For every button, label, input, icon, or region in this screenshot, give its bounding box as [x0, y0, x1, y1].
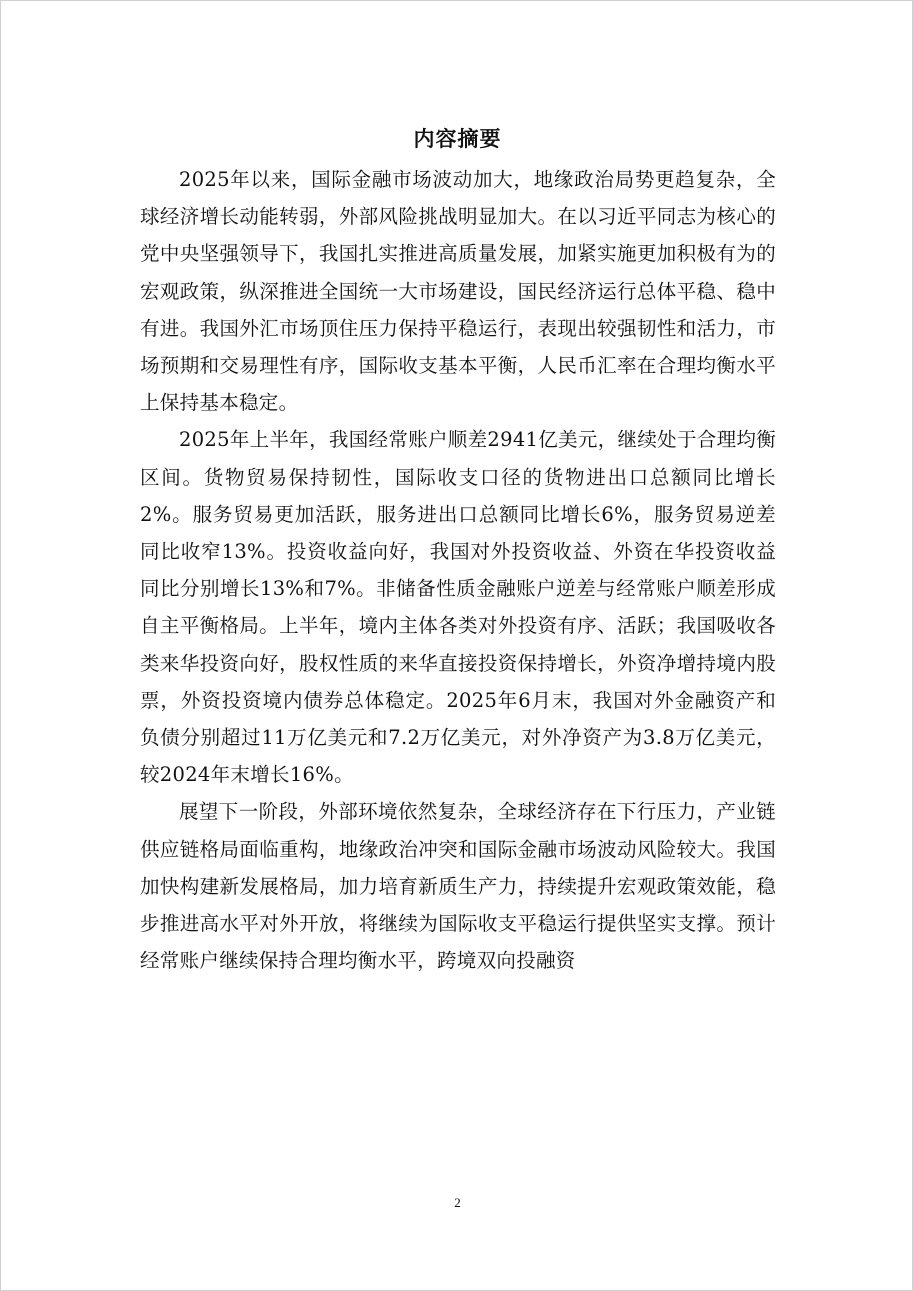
summary-body	[140, 161, 776, 979]
paragraph-first-half-2025: 2025年上半年，我国经常账户顺差2941亿美元，继续处于合理均衡区间。货物贸易保持韧性，国际收支口径的货物进出口总额同比增长2%。服务贸易更加活跃，服务进出口总额同比增长6%，服务贸易逆差同比收窄13%。投资收益向好，我国对外投资收益、外资在华投资收益同比分别增长13%和7%。非储备性质金融账户逆差与经常账户顺差形成自主平衡格局。上半年，境内主体各类对外投资有序、活跃；我国吸收各类来华投资向好，股权性质的来华直接投资保持增长，外资净增持境内股票，外资投资境内债券总体稳定。2025年6月末，我国对外金融资产和负债分别超过11万亿美元和7.2万亿美元，对外净资产为3.8万亿美元，较2024年末增长16%。	[140, 428, 776, 787]
paragraph-outlook: 展望下一阶段，外部环境依然复杂，全球经济存在下行压力，产业链供应链格局面临重构，地缘政治冲突和国际金融市场波动风险较大。我国加快构建新发展格局，加力培育新质生产力，持续提升宏观政策效能，稳步推进高水平对外开放，将继续为国际收支平稳运行提供坚实支撑。预计经常账户继续保持合理均衡水平，跨境双向投融资	[140, 800, 776, 973]
paragraph-overview: 2025年以来，国际金融市场波动加大，地缘政治局势更趋复杂，全球经济增长动能转弱，外部风险挑战明显加大。在以习近平同志为核心的党中央坚强领导下，我国扎实推进高质量发展，加紧实施更加积极有为的宏观政策，纵深推进全国统一大市场建设，国民经济运行总体平稳、稳中有进。我国外汇市场顶住压力保持平稳运行，表现出较强韧性和活力，市场预期和交易理性有序，国际收支基本平衡，人民币汇率在合理均衡水平上保持基本稳定。	[140, 168, 776, 415]
page-number: 2	[454, 1195, 461, 1210]
page-title: 内容摘要	[413, 127, 502, 151]
